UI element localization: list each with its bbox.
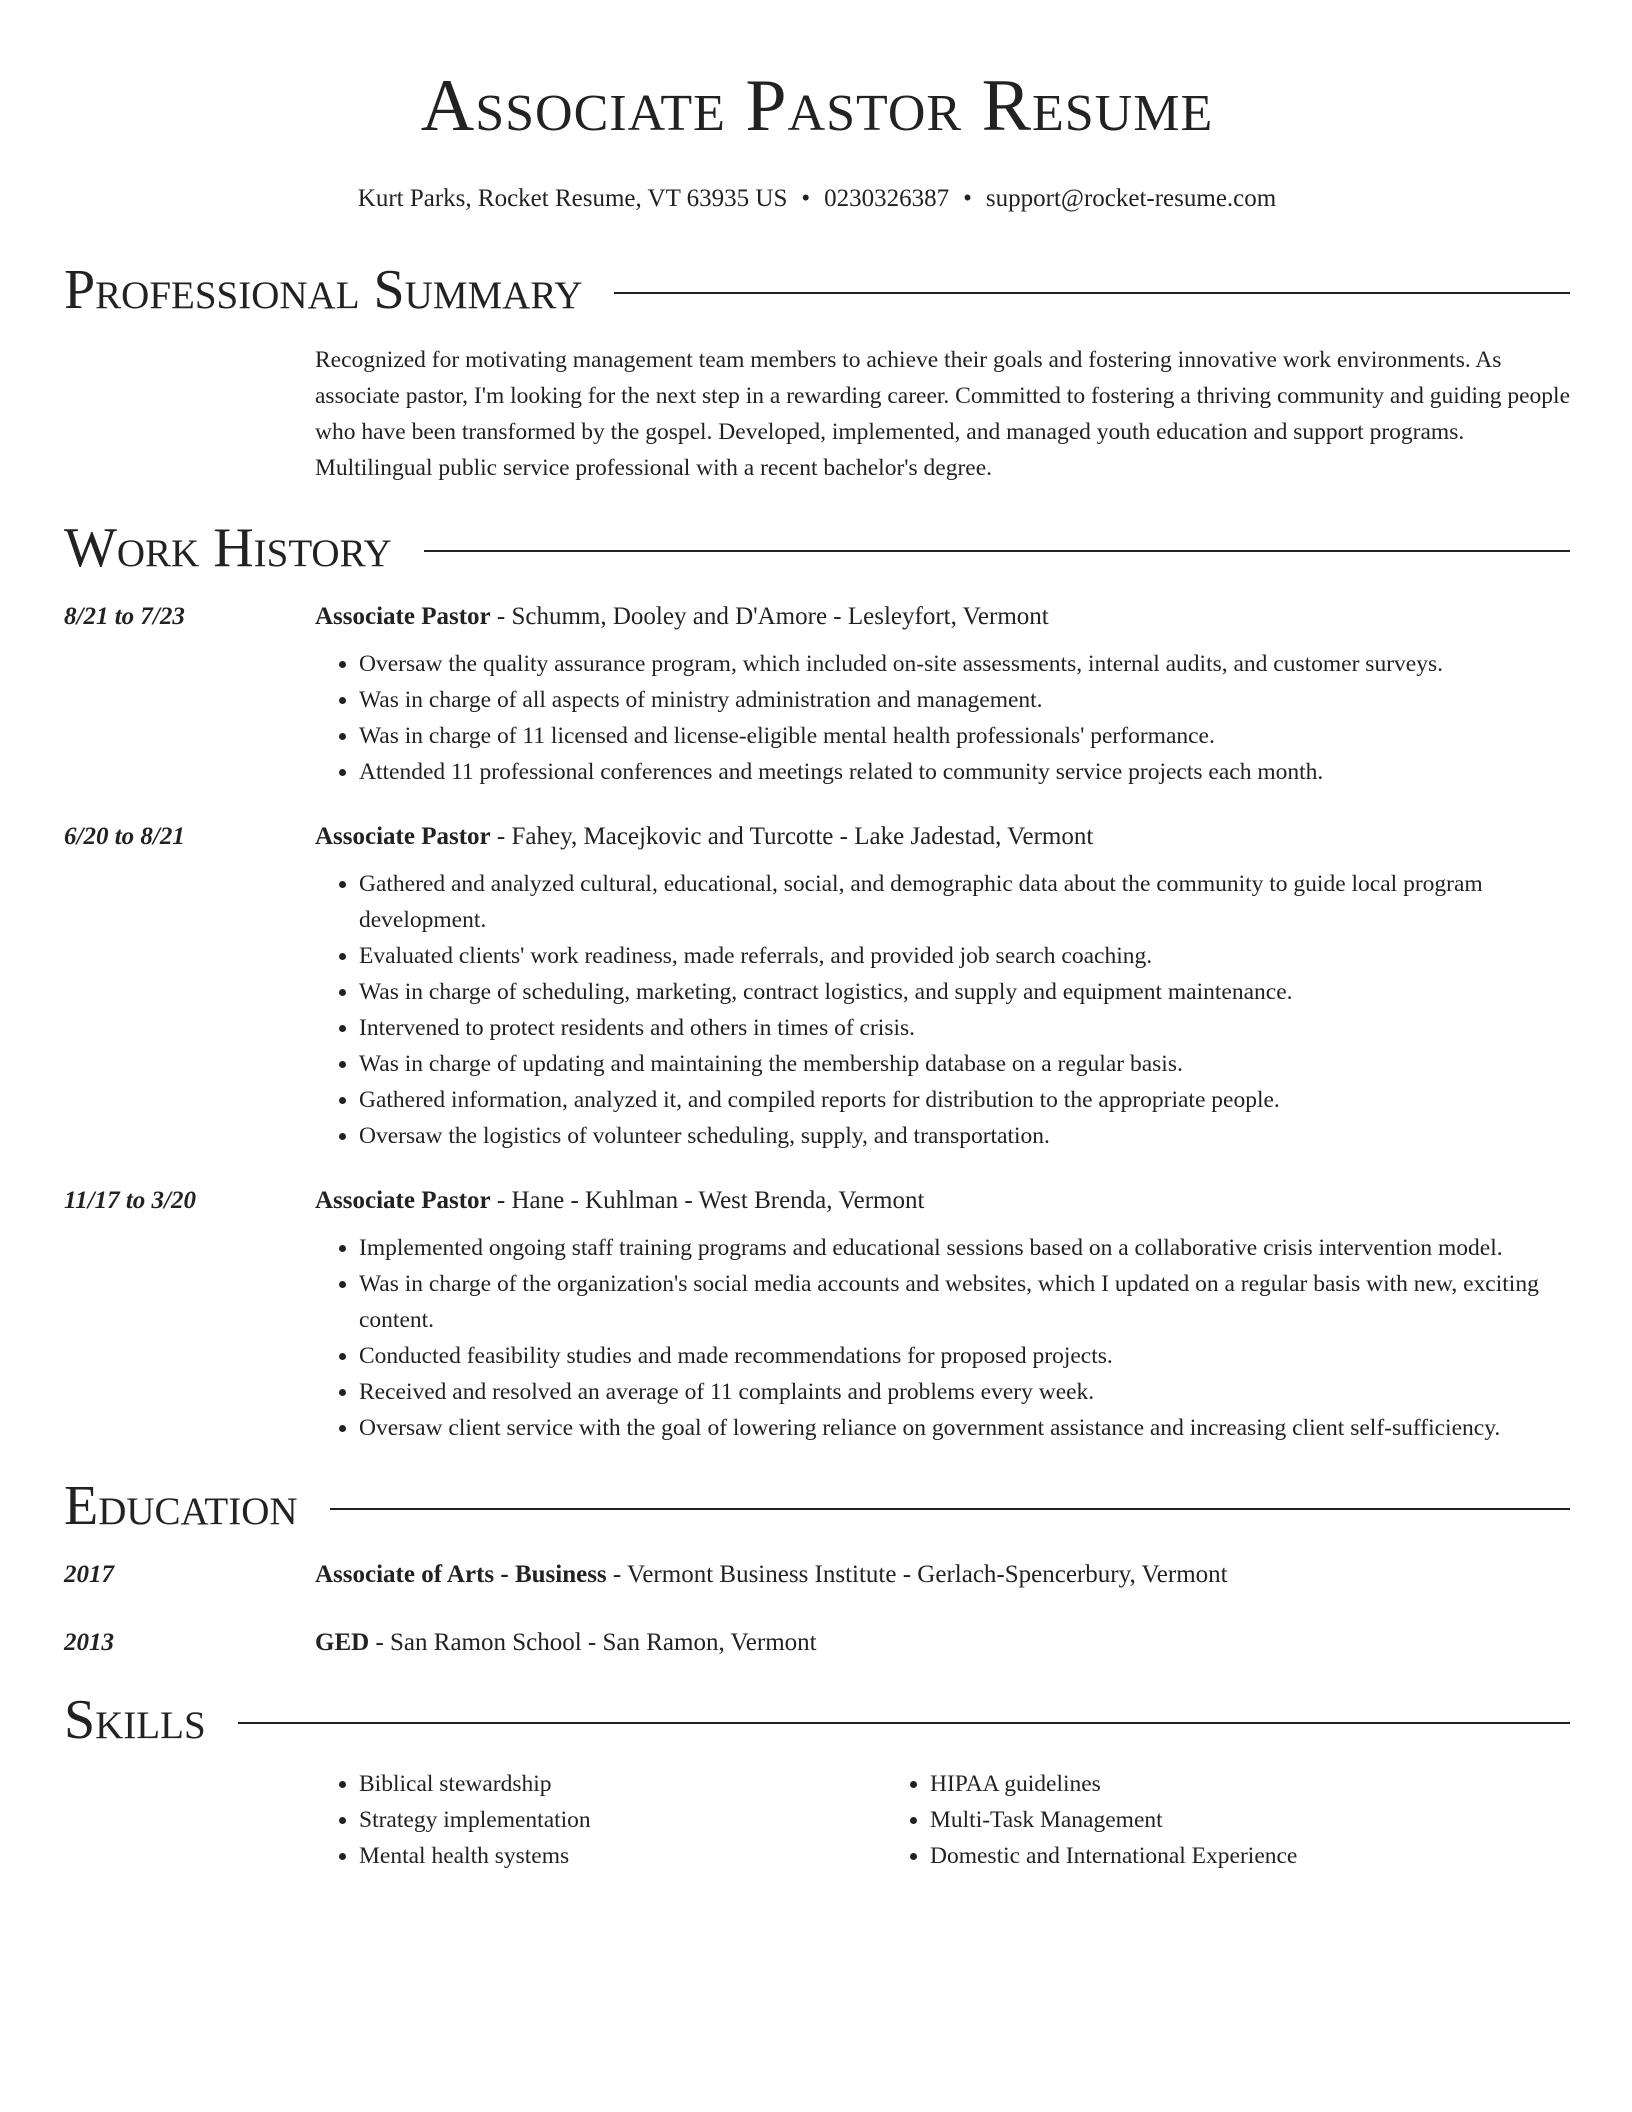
job-row <box>64 820 1570 854</box>
job-bullets <box>315 1230 1570 1446</box>
education-year: 2017 <box>64 1561 114 1588</box>
list-item: • Received and resolved an average of 11 complaints and problems every week. <box>359 1374 1570 1410</box>
education-details: - San Ramon School - San Ramon, Vermont <box>369 1629 817 1656</box>
job-entry <box>64 820 1570 1154</box>
list-item: • Intervened to protect residents and others in times of crisis. <box>359 1010 1570 1046</box>
contact-email: support@rocket-resume.com <box>985 185 1277 212</box>
summary-section-header <box>64 260 1570 320</box>
job-dates: 6/20 to 8/21 <box>64 823 185 850</box>
education-heading: Education <box>64 1475 298 1537</box>
contact-line <box>64 182 1570 216</box>
list-item: • Mental health systems <box>359 1838 886 1874</box>
page-title: Associate Pastor Resume <box>420 65 1214 147</box>
contact-separator: • <box>963 185 972 212</box>
list-item: • Domestic and International Experience <box>930 1838 1457 1874</box>
section-divider <box>424 550 1570 552</box>
section-divider <box>238 1722 1570 1724</box>
job-details: - Fahey, Macejkovic and Turcotte - Lake Jadestad, Vermont <box>490 823 1094 850</box>
list-item: • Evaluated clients' work readiness, made referrals, and provided job search coaching. <box>359 938 1570 974</box>
list-item: • Biblical stewardship <box>359 1766 886 1802</box>
list-item: • Gathered and analyzed cultural, educational, social, and demographic data about the community to guide local program development. <box>359 866 1570 938</box>
education-degree: GED <box>315 1629 370 1656</box>
list-item: • Oversaw the quality assurance program, which included on-site assessments, internal audits, and customer surveys. <box>359 646 1570 682</box>
job-row <box>64 600 1570 634</box>
list-item: • Was in charge of updating and maintaining the membership database on a regular basis. <box>359 1046 1570 1082</box>
section-divider <box>614 292 1570 294</box>
list-item: • Gathered information, analyzed it, and compiled reports for distribution to the appropriate people. <box>359 1082 1570 1118</box>
list-item: • HIPAA guidelines <box>930 1766 1457 1802</box>
work-section-header <box>64 518 1570 578</box>
list-item: • Conducted feasibility studies and made recommendations for proposed projects. <box>359 1338 1570 1374</box>
list-item: • Implemented ongoing staff training programs and educational sessions based on a collaborative crisis intervention model. <box>359 1230 1570 1266</box>
job-details: - Hane - Kuhlman - West Brenda, Vermont <box>490 1187 925 1214</box>
skills-column-left <box>315 1766 886 1874</box>
job-dates: 11/17 to 3/20 <box>64 1187 196 1214</box>
job-entry <box>64 600 1570 790</box>
job-details: - Schumm, Dooley and D'Amore - Lesleyfort, Vermont <box>490 603 1049 630</box>
work-heading: Work History <box>64 517 392 579</box>
job-headline <box>315 820 1570 854</box>
job-bullets <box>315 866 1570 1154</box>
education-headline <box>315 1626 1570 1660</box>
list-item: • Was in charge of scheduling, marketing, contract logistics, and supply and equipment maintenance. <box>359 974 1570 1010</box>
job-entry <box>64 1184 1570 1446</box>
education-degree: Associate of Arts - Business <box>315 1561 607 1588</box>
education-headline <box>315 1558 1570 1592</box>
list-item: • Oversaw client service with the goal of lowering reliance on government assistance and increasing client self-sufficiency. <box>359 1410 1570 1446</box>
list-item: • Was in charge of all aspects of ministry administration and management. <box>359 682 1570 718</box>
education-year: 2013 <box>64 1629 114 1656</box>
skills-section-header <box>64 1690 1570 1750</box>
job-row <box>64 1184 1570 1218</box>
skills-heading: Skills <box>64 1689 206 1751</box>
skills-column-right <box>886 1766 1457 1874</box>
skills-list <box>315 1766 1570 1874</box>
list-item: • Multi-Task Management <box>930 1802 1457 1838</box>
list-item: • Attended 11 professional conferences and meetings related to community service projects each month. <box>359 754 1570 790</box>
job-title: Associate Pastor <box>315 603 491 630</box>
job-bullets <box>315 646 1570 790</box>
list-item: • Strategy implementation <box>359 1802 886 1838</box>
job-title: Associate Pastor <box>315 823 491 850</box>
education-details: - Vermont Business Institute - Gerlach-Spencerbury, Vermont <box>606 1561 1228 1588</box>
job-headline <box>315 1184 1570 1218</box>
job-dates: 8/21 to 7/23 <box>64 603 185 630</box>
list-item: • Was in charge of 11 licensed and license-eligible mental health professionals' performance. <box>359 718 1570 754</box>
contact-address: Kurt Parks, Rocket Resume, VT 63935 US <box>357 185 788 212</box>
contact-phone: 0230326387 <box>824 185 950 212</box>
summary-heading: Professional Summary <box>64 259 583 321</box>
job-title: Associate Pastor <box>315 1187 491 1214</box>
education-section-header <box>64 1476 1570 1536</box>
education-entry <box>64 1626 1570 1660</box>
list-item: • Was in charge of the organization's social media accounts and websites, which I updated on a regular basis with new, exciting content. <box>359 1266 1570 1338</box>
job-headline <box>315 600 1570 634</box>
contact-separator: • <box>801 185 811 212</box>
education-entry <box>64 1558 1570 1592</box>
work-history-list <box>64 600 1570 1446</box>
list-item: • Oversaw the logistics of volunteer scheduling, supply, and transportation. <box>359 1118 1570 1154</box>
section-divider <box>330 1508 1570 1510</box>
summary-text: Recognized for motivating management team members to achieve their goals and fostering innovative work environments. As associate pastor, I'm looking for the next step in a rewarding career. Committed to fostering a thriving community and guiding people who have been transformed by the gospel. Developed, implemented, and managed youth education and support programs. Multilingual public service professional with a recent bachelor's degree. <box>315 347 1571 481</box>
